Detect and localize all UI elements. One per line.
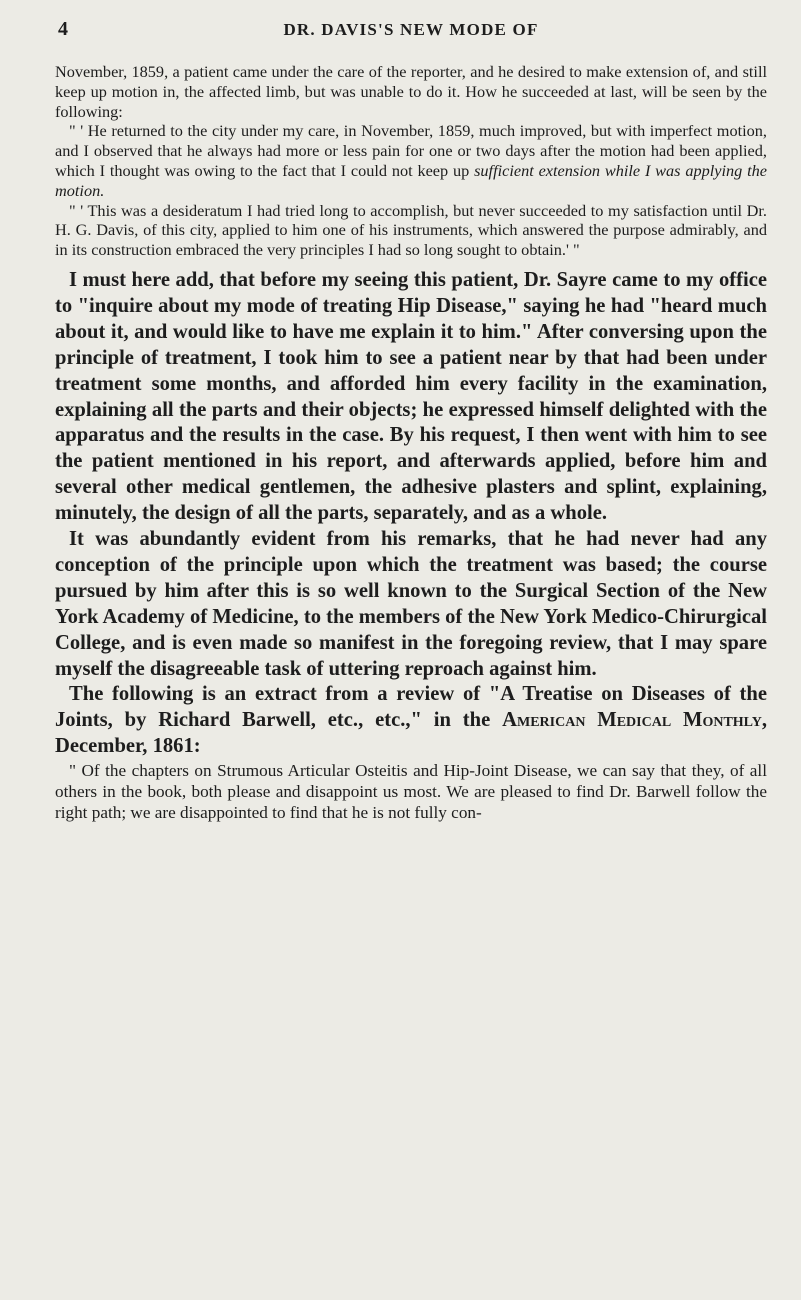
paragraph-5: It was abundantly evident from his remarks, that he had never had any conception of the principle upon which the treatment was based; the course pursued by him after this is so well known to the Surgical Section of the New York Academy of Medicine, to the members of the New York Medico-Chirurgical College, and is even made so manifest in the foregoing review, that I may spare myself the disagreeable task of uttering reproach against him. bbox=[55, 528, 767, 680]
running-title: DR. DAVIS'S NEW MODE OF bbox=[283, 20, 539, 39]
paragraph-6-date: , December, 1861: bbox=[55, 709, 767, 758]
paragraph-4: I must here add, that before my seeing this patient, Dr. Sayre came to my office to "inquire about my mode of treating Hip Disease," saying he had "heard much about it, and would like to have me explain it to him." After conversing upon the principle of treatment, I took him to see a patient near by that had been under treatment some months, and afforded him every facility in the examination, explaining all the parts and their objects; he expressed himself delighted with the apparatus and the results in the case. By his request, I then went with him to see the patient mentioned in his report, and afterwards applied, before him and several other medical gentlemen, the adhesive plasters and splint, explaining, minutely, the design of all the parts, separately, and as a whole. bbox=[55, 268, 767, 525]
page-number: 4 bbox=[58, 18, 68, 40]
journal-name: American Medical Monthly bbox=[502, 709, 762, 732]
paragraph-3: " ' This was a desideratum I had tried long to accomplish, but never succeeded to my satisfaction until Dr. H. G. Davis, of this city, applied to him one of his instruments, which answered the purpose admirably, and in its construction embraced the very principles I had so long sought to obtain.' " bbox=[55, 200, 767, 260]
author-text bbox=[55, 268, 767, 760]
body-text bbox=[55, 62, 767, 823]
paragraph-6 bbox=[55, 682, 767, 760]
paragraph-6-text: The following is an extract from a review of "A Treatise on Diseases of the Joints, by Richard Barwell, etc., etc.," in the bbox=[55, 683, 767, 732]
paragraph-2-text: " ' He returned to the city under my care, in November, 1859, much improved, but with imperfect motion, and I observed that he always had more or less pain for one or two days after the motion had been applied, which I thought was owing to the fact that I could not keep up bbox=[55, 121, 767, 180]
report-quotation bbox=[55, 62, 767, 260]
paragraph-2-italic: sufficient extension while I was applying the motion. bbox=[55, 160, 767, 200]
paragraph-1: November, 1859, a patient came under the care of the reporter, and he desired to make extension of, and still keep up motion in, the affected limb, but was unable to do it. How he succeeded at last, will be seen by the following: bbox=[55, 62, 767, 121]
paragraph-7: " Of the chapters on Strumous Articular Osteitis and Hip-Joint Disease, we can say that they, of all others in the book, both please and disappoint us most. We are pleased to find Dr. Barwell follow the right path; we are disappointed to find that he is not fully con- bbox=[55, 761, 767, 823]
review-quotation bbox=[55, 760, 767, 823]
running-head bbox=[55, 18, 767, 48]
paragraph-2 bbox=[55, 121, 767, 200]
